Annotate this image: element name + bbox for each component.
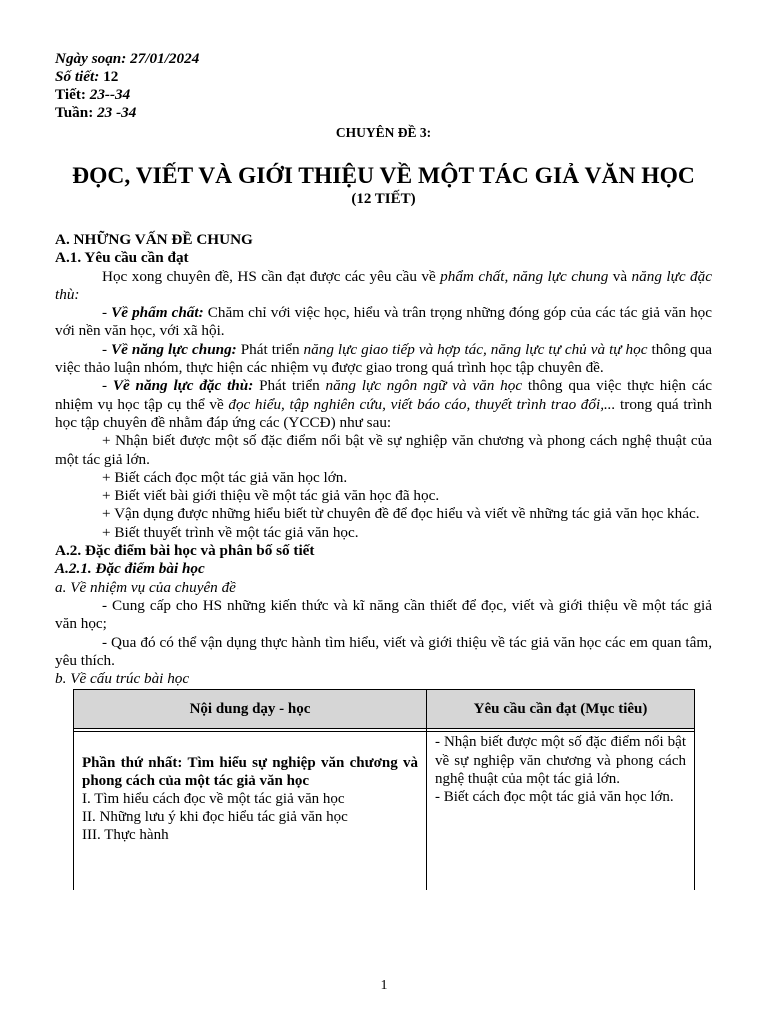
section-a-heading: A. NHỮNG VẤN ĐỀ CHUNG (55, 231, 253, 248)
goal-item: + Nhận biết được một số đặc điểm nổi bật về sự nghiệp văn chương và phong cách nghệ thuật của một tác giả lớn. (55, 432, 712, 468)
task-item: - Qua đó có thể vận dụng thực hành tìm hiểu, viết và giới thiệu về tác giả văn học các em quan tâm, yêu thích. (55, 633, 712, 669)
section-a21-heading: A.2.1. Đặc điểm bài học (55, 560, 205, 578)
section-a2-heading: A.2. Đặc điểm bài học và phân bố số tiết (55, 542, 315, 560)
quality-paragraph: - Về phẩm chất: Chăm chỉ với việc học, hiểu và trân trọng những đóng góp của các tác giả văn học với nền văn học, với xã hội. (55, 304, 712, 340)
goal-item: + Biết thuyết trình về một tác giả văn học. (102, 523, 359, 541)
document-body (55, 231, 712, 890)
section-a1-heading: A.1. Yêu cầu cần đạt (55, 249, 189, 267)
topic-label: CHUYÊN ĐỀ 3: (335, 125, 432, 140)
content-cell (74, 732, 427, 891)
week-range: Tuần: 23 -34 (55, 104, 137, 121)
intro-paragraph: Học xong chuyên đề, HS cần đạt được các yêu cầu về phẩm chất, năng lực chung và năng lực đặc thù: (55, 267, 712, 303)
document-subtitle: (12 TIẾT) (351, 191, 416, 207)
content-item: II. Những lưu ý khi đọc hiểu tác giả văn học (82, 809, 348, 826)
lesson-metadata (55, 50, 712, 122)
document-title: ĐỌC, VIẾT VÀ GIỚI THIỆU VỀ MỘT TÁC GIẢ VĂN HỌC (72, 163, 695, 189)
objective-item: - Nhận biết được một số đặc điểm nổi bật về sự nghiệp văn chương và phong cách nghệ thuật của một tác giả lớn. (435, 734, 686, 788)
task-item: - Cung cấp cho HS những kiến thức và kĩ năng cần thiết để đọc, viết và giới thiệu về một tác giả văn học; (55, 596, 712, 633)
session-count: Số tiết: 12 (55, 68, 119, 85)
goal-item: + Biết cách đọc một tác giả văn học lớn. (102, 468, 348, 486)
lesson-structure-table (73, 689, 695, 890)
subsection-b-heading: b. Về cấu trúc bài học (55, 670, 190, 688)
goal-item: + Biết viết bài giới thiệu về một tác giả văn học đã học. (102, 487, 440, 505)
column-header-content: Nội dung dạy - học (74, 690, 427, 729)
document-page (55, 50, 712, 890)
table-header-row (74, 690, 695, 729)
prep-date: Ngày soạn: 27/01/2024 (55, 50, 200, 67)
page-number: 1 (380, 978, 388, 993)
subsection-a-heading: a. Về nhiệm vụ của chuyên đề (55, 578, 236, 596)
table-row (74, 732, 695, 891)
content-item: I. Tìm hiểu cách đọc về một tác giả văn học (82, 791, 345, 808)
goal-item: + Vận dụng được những hiểu biết từ chuyên đề để đọc hiểu và viết về những tác giả văn học khác. (102, 505, 700, 523)
period-range: Tiết: 23--34 (55, 86, 131, 103)
part-one-title: Phần thứ nhất: Tìm hiểu sự nghiệp văn chương và phong cách của một tác giả văn học (82, 755, 418, 790)
general-competence-paragraph: - Về năng lực chung: Phát triển năng lực giao tiếp và hợp tác, năng lực tự chủ và tự học thông qua việc thảo luận nhóm, thực hiện các nhiệm vụ được giao trong quá trình học tập chuyên đề. (55, 340, 712, 377)
objective-cell (427, 732, 695, 891)
content-item: III. Thực hành (82, 827, 169, 844)
column-header-objectives: Yêu cầu cần đạt (Mục tiêu) (427, 690, 695, 729)
specific-competence-paragraph: - Về năng lực đặc thù: Phát triển năng lực ngôn ngữ và văn học thông qua việc thực hiện các nhiệm vụ học tập cụ thể về đọc hiểu, tập nghiên cứu, viết báo cáo, thuyết trình trao đổi,... trong quá trình học tập chuyên đề nhằm đáp ứng các (YCCĐ) như sau: (55, 377, 712, 431)
objective-item: - Biết cách đọc một tác giả văn học lớn. (435, 789, 674, 806)
